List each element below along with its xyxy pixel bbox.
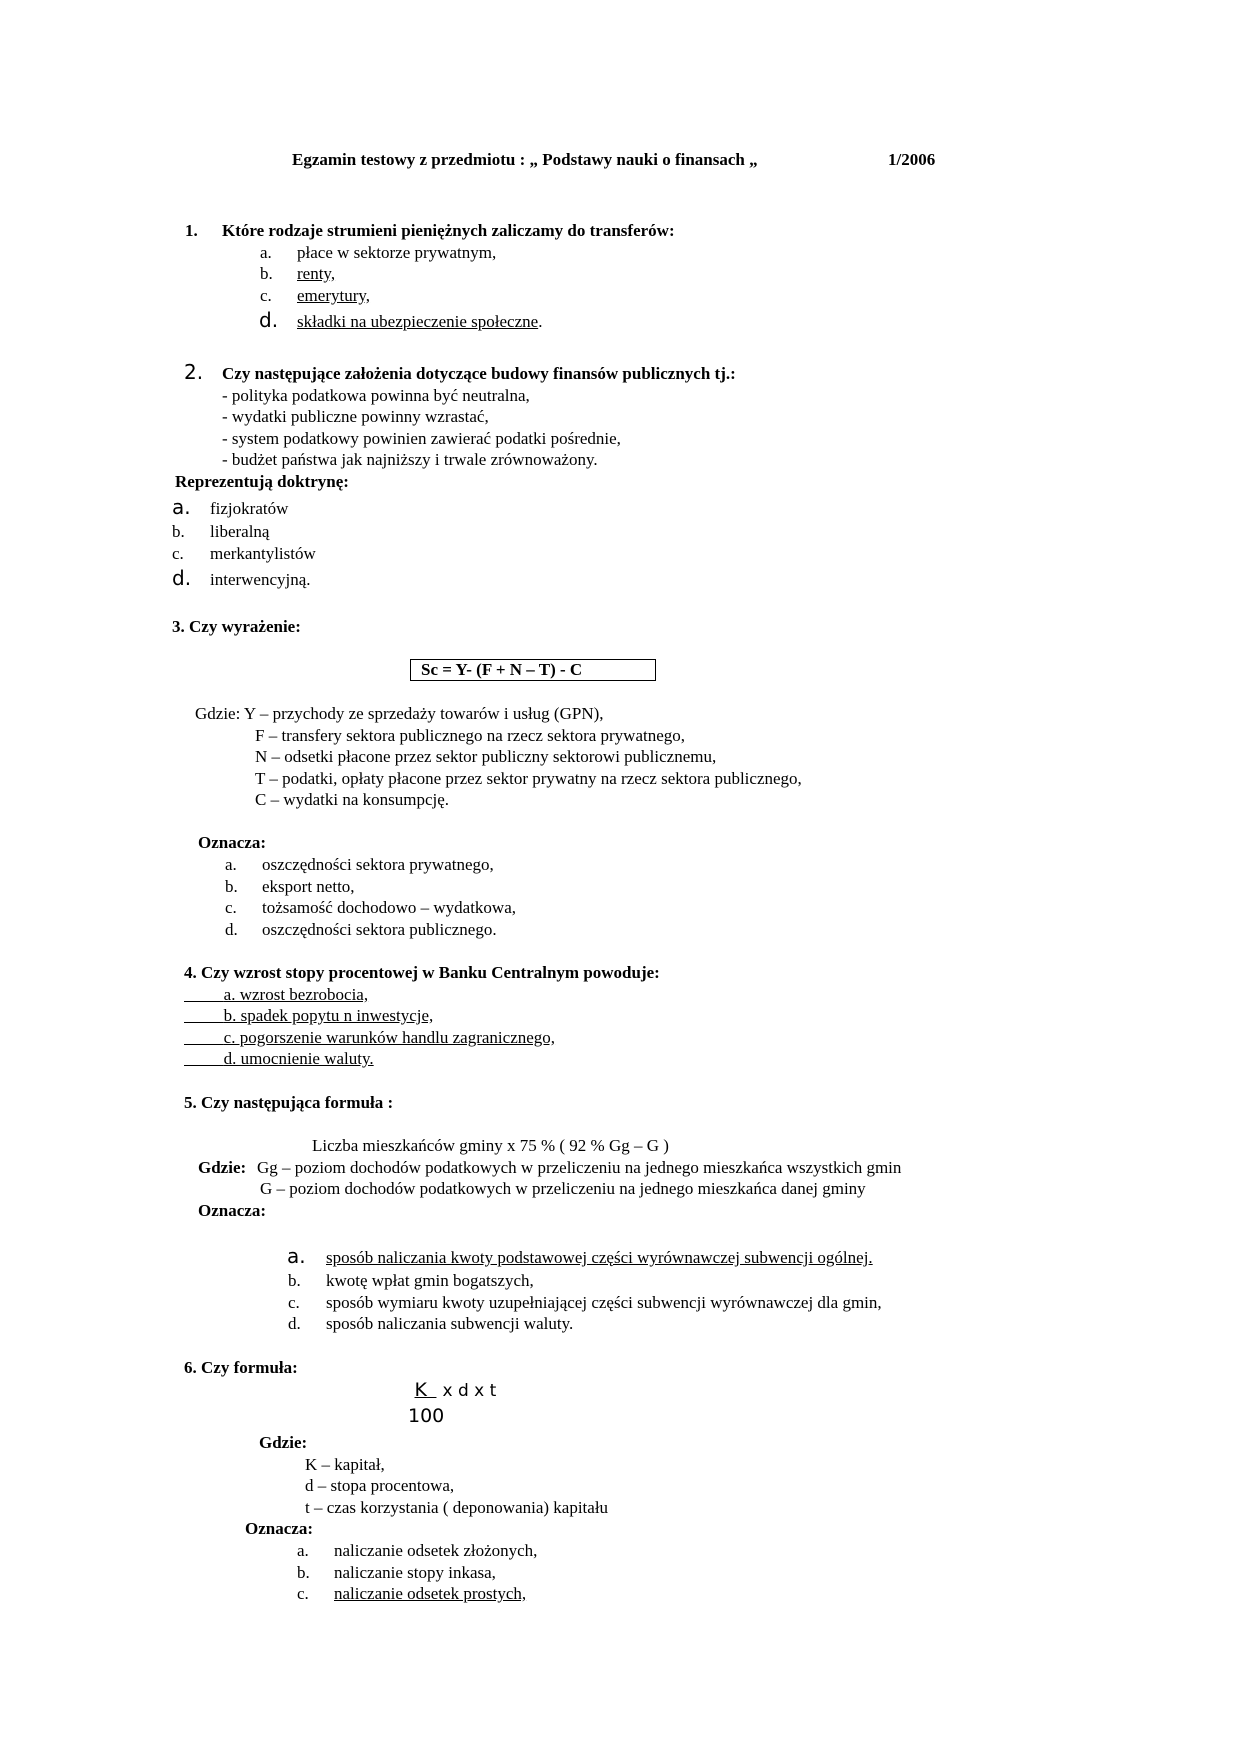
q4-question: 4. Czy wzrost stopy procentowej w Banku Centralnym powoduje: [184, 963, 660, 982]
q1-option-c: emerytury, [297, 286, 371, 305]
q5-option-c: sposób wymiaru kwoty uzupełniającej części subwencji wyrównawczej dla gmin, [326, 1293, 882, 1312]
q3-question: 3. Czy wyrażenie: [172, 617, 301, 636]
q2-option-c: merkantylistów [210, 544, 316, 563]
q3-option-a: oszczędności sektora prywatnego, [262, 855, 494, 874]
q1-option-b: renty, [297, 264, 336, 283]
q5-subquestion: Oznacza: [198, 1201, 266, 1220]
q5-option-d: sposób naliczania subwencji waluty. [326, 1314, 574, 1333]
q6-where-k: K – kapitał, [305, 1455, 385, 1474]
q2-option-c-marker: c. [172, 544, 184, 563]
q6-option-a-marker: a. [297, 1541, 309, 1560]
q3-where-n: N – odsetki płacone przez sektor publiczny sektorowi publicznemu, [255, 747, 717, 766]
q2-subquestion: Reprezentują doktrynę: [175, 472, 349, 491]
q4-option-a: a. wzrost bezrobocia, [223, 985, 369, 1004]
q6-option-a: naliczanie odsetek złożonych, [334, 1541, 538, 1560]
q3-formula: Sc = Y- (F + N – T) - C [421, 660, 583, 679]
q3-option-c: tożsamość dochodowo – wydatkowa, [262, 898, 517, 917]
q3-option-d: oszczędności sektora publicznego. [262, 920, 497, 939]
q6-where-label: Gdzie: [259, 1433, 308, 1452]
q5-option-d-marker: d. [288, 1314, 301, 1333]
q3-formula-box [410, 659, 656, 681]
q1-option-d [297, 312, 542, 332]
q6-option-b-marker: b. [297, 1563, 310, 1582]
q2-question: Czy następujące założenia dotyczące budowy finansów publicznych tj.: [222, 364, 736, 383]
q4-option-c: c. pogorszenie warunków handlu zagranicznego, [223, 1028, 556, 1047]
q3-option-a-marker: a. [225, 855, 237, 874]
q3-subquestion: Oznacza: [198, 833, 266, 852]
q5-option-c-marker: c. [288, 1293, 300, 1312]
q2-option-a-marker: a. [172, 495, 191, 519]
q6-subquestion: Oznacza: [245, 1519, 313, 1538]
q6-fraction-rest: x d x t [442, 1381, 497, 1401]
q2-assumption-1: - polityka podatkowa powinna być neutralna, [222, 386, 530, 405]
q2-number: 2. [184, 360, 204, 384]
q1-question: Które rodzaje strumieni pieniężnych zaliczamy do transferów: [222, 221, 675, 240]
q1-option-d-marker: d. [259, 308, 279, 332]
q1-option-a: płace w sektorze prywatnym, [297, 243, 497, 262]
q5-option-b-marker: b. [288, 1271, 301, 1290]
q4-option-b: b. spadek popytu n inwestycje, [223, 1006, 434, 1025]
q3-where-t: T – podatki, opłaty płacone przez sektor prywatny na rzecz sektora publicznego, [255, 769, 802, 788]
q6-where-t: t – czas korzystania ( deponowania) kapitału [305, 1498, 609, 1517]
q1-option-b-marker: b. [260, 264, 273, 283]
q5-formula: Liczba mieszkańców gminy x 75 % ( 92 % Gg – G ) [312, 1136, 669, 1155]
q3-option-b-marker: b. [225, 877, 238, 896]
q1-option-c-marker: c. [260, 286, 272, 305]
q6-fraction-top [405, 1380, 496, 1401]
q3-option-d-marker: d. [225, 920, 238, 939]
q1-option-d-dot: . [538, 312, 543, 331]
q6-where-d: d – stopa procentowa, [305, 1476, 455, 1495]
q5-where-g: G – poziom dochodów podatkowych w przeliczeniu na jednego mieszkańca danej gminy [260, 1179, 866, 1198]
q2-assumption-2: - wydatki publiczne powinny wzrastać, [222, 407, 489, 426]
q3-where-y: Gdzie: Y – przychody ze sprzedaży towarów i usług (GPN), [195, 704, 604, 723]
q6-option-c-marker: c. [297, 1584, 309, 1603]
q3-option-c-marker: c. [225, 898, 237, 917]
q6-option-b: naliczanie stopy inkasa, [334, 1563, 496, 1582]
q6-fraction-denominator: 100 [408, 1405, 445, 1427]
exam-id: 1/2006 [888, 150, 936, 169]
q2-option-a: fizjokratów [210, 499, 289, 518]
q6-option-c: naliczanie odsetek prostych, [334, 1584, 527, 1603]
q5-question: 5. Czy następująca formuła : [184, 1093, 394, 1112]
q2-option-b-marker: b. [172, 522, 185, 541]
q5-where-label: Gdzie: [198, 1158, 247, 1177]
q3-where-c: C – wydatki na konsumpcję. [255, 790, 450, 809]
q2-option-d: interwencyjną. [210, 570, 311, 589]
q3-where-f: F – transfery sektora publicznego na rzecz sektora prywatnego, [255, 726, 686, 745]
exam-title: Egzamin testowy z przedmiotu : „ Podstawy nauki o finansach „ [292, 150, 758, 169]
q4-option-d: d. umocnienie waluty. [223, 1049, 374, 1068]
q2-option-b: liberalną [210, 522, 270, 541]
q3-option-b: eksport netto, [262, 877, 355, 896]
q6-fraction-numerator: K [414, 1379, 427, 1401]
q2-assumption-4: - budżet państwa jak najniższy i trwale zrównoważony. [222, 450, 598, 469]
q1-number: 1. [185, 221, 198, 240]
q6-question: 6. Czy formuła: [184, 1358, 298, 1377]
q5-option-a: sposób naliczania kwoty podstawowej części wyrównawczej subwencji ogólnej. [326, 1248, 873, 1267]
q5-where-gg: Gg – poziom dochodów podatkowych w przeliczeniu na jednego mieszkańca wszystkich gmin [257, 1158, 902, 1177]
q2-assumption-3: - system podatkowy powinien zawierać podatki pośrednie, [222, 429, 621, 448]
q5-option-a-marker: a. [287, 1244, 306, 1268]
q1-option-a-marker: a. [260, 243, 272, 262]
q2-option-d-marker: d. [172, 566, 192, 590]
q5-option-b: kwotę wpłat gmin bogatszych, [326, 1271, 534, 1290]
q1-option-d-text: składki na ubezpieczenie społeczne [297, 312, 539, 331]
